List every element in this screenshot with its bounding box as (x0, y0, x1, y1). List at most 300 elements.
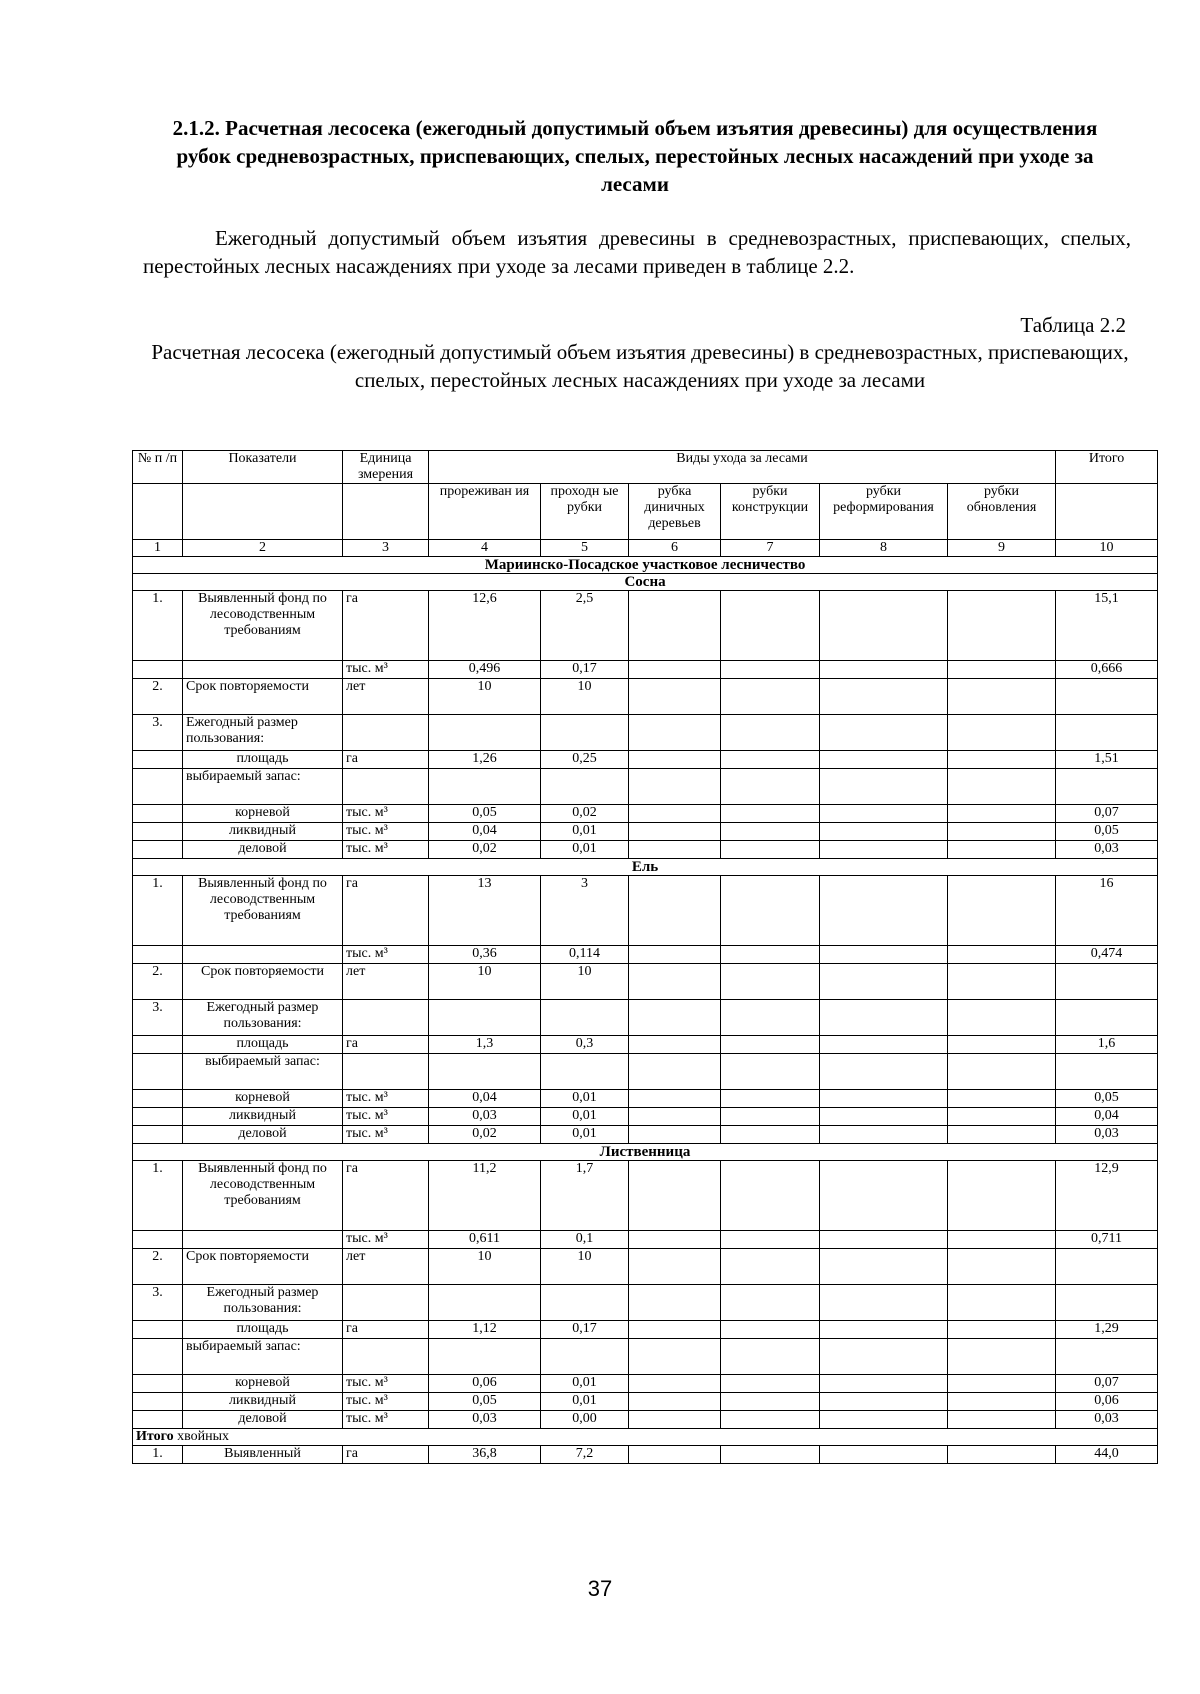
value-single-tree (629, 1339, 721, 1375)
row-unit (343, 1339, 429, 1375)
value-passage-cutting: 10 (541, 1249, 629, 1285)
value-passage-cutting: 10 (541, 679, 629, 715)
value-reconstruction (721, 946, 820, 964)
value-reconstruction (721, 715, 820, 751)
value-reformation (820, 1126, 948, 1144)
subheader-empty (183, 484, 343, 540)
row-indicator: Выявленный (183, 1446, 343, 1464)
table-row (133, 946, 1158, 964)
value-single-tree (629, 591, 721, 661)
value-reconstruction (721, 1108, 820, 1126)
row-number (133, 1375, 183, 1393)
value-passage-cutting: 0,114 (541, 946, 629, 964)
value-passage-cutting: 0,1 (541, 1231, 629, 1249)
value-reformation (820, 1411, 948, 1429)
value-total: 0,03 (1056, 1126, 1158, 1144)
value-single-tree (629, 1000, 721, 1036)
table-row (133, 1090, 1158, 1108)
value-renewal (948, 1108, 1056, 1126)
row-indicator: площадь (183, 1036, 343, 1054)
row-unit: лет (343, 1249, 429, 1285)
value-single-tree (629, 1446, 721, 1464)
value-total: 0,07 (1056, 805, 1158, 823)
header-total: Итого (1056, 451, 1158, 484)
value-single-tree (629, 1161, 721, 1231)
value-passage-cutting: 7,2 (541, 1446, 629, 1464)
value-passage-cutting (541, 715, 629, 751)
value-total: 1,6 (1056, 1036, 1158, 1054)
species-name: Лиственница (133, 1144, 1158, 1161)
row-indicator: ликвидный (183, 1108, 343, 1126)
value-single-tree (629, 1054, 721, 1090)
value-reconstruction (721, 1375, 820, 1393)
col-num: 1 (133, 540, 183, 557)
table-row (133, 1249, 1158, 1285)
value-thinning: 36,8 (429, 1446, 541, 1464)
table-row (133, 751, 1158, 769)
subheader-renewal: рубки обновления (948, 484, 1056, 540)
value-total: 0,05 (1056, 1090, 1158, 1108)
row-indicator: Срок повторяемости (183, 1249, 343, 1285)
row-unit: тыс. м³ (343, 661, 429, 679)
value-reconstruction (721, 805, 820, 823)
subheader-thinning: прореживан ия (429, 484, 541, 540)
value-reconstruction (721, 1321, 820, 1339)
value-renewal (948, 1126, 1056, 1144)
row-number (133, 946, 183, 964)
row-number (133, 1321, 183, 1339)
value-reconstruction (721, 1231, 820, 1249)
value-reconstruction (721, 964, 820, 1000)
value-renewal (948, 1231, 1056, 1249)
species-row (133, 1144, 1158, 1161)
value-renewal (948, 1393, 1056, 1411)
table-row (133, 1036, 1158, 1054)
row-unit: тыс. м³ (343, 823, 429, 841)
col-num: 8 (820, 540, 948, 557)
table-row (133, 841, 1158, 859)
table-row (133, 1000, 1158, 1036)
value-reformation (820, 1161, 948, 1231)
header-row (133, 451, 1158, 484)
page-number: 37 (587, 1576, 613, 1601)
subheader-reconstruction: рубки конструкции (721, 484, 820, 540)
row-indicator: деловой (183, 1126, 343, 1144)
value-single-tree (629, 769, 721, 805)
value-reconstruction (721, 1411, 820, 1429)
table-row (133, 1108, 1158, 1126)
value-reconstruction (721, 841, 820, 859)
value-reformation (820, 841, 948, 859)
value-single-tree (629, 1375, 721, 1393)
row-number (133, 661, 183, 679)
species-name: Сосна (133, 574, 1158, 591)
value-total (1056, 1285, 1158, 1321)
value-passage-cutting: 0,17 (541, 1321, 629, 1339)
value-renewal (948, 591, 1056, 661)
value-thinning: 0,04 (429, 823, 541, 841)
row-indicator: Выявленный фонд по лесоводственным требованиям (183, 876, 343, 946)
value-total: 0,04 (1056, 1108, 1158, 1126)
value-single-tree (629, 841, 721, 859)
row-unit: тыс. м³ (343, 1090, 429, 1108)
row-indicator: Срок повторяемости (183, 679, 343, 715)
value-renewal (948, 1000, 1056, 1036)
value-total (1056, 1054, 1158, 1090)
column-number-row (133, 540, 1158, 557)
row-unit: га (343, 876, 429, 946)
row-indicator: выбираемый запас: (183, 1339, 343, 1375)
value-total: 0,03 (1056, 841, 1158, 859)
value-reconstruction (721, 1285, 820, 1321)
subheader-empty (133, 484, 183, 540)
value-renewal (948, 805, 1056, 823)
table-caption: Расчетная лесосека (ежегодный допустимый объем изъятия древесины) в средневозрастных, приспевающих, спелых, перестойных лесных насаждениях при уходе за лесами (151, 340, 1129, 392)
value-reconstruction (721, 1393, 820, 1411)
value-renewal (948, 679, 1056, 715)
table-row (133, 679, 1158, 715)
row-indicator: деловой (183, 1411, 343, 1429)
row-indicator: Ежегодный размер пользования: (183, 1000, 343, 1036)
value-thinning: 1,26 (429, 751, 541, 769)
row-indicator: Срок повторяемости (183, 964, 343, 1000)
table-row (133, 1285, 1158, 1321)
value-thinning: 0,05 (429, 1393, 541, 1411)
row-number (133, 805, 183, 823)
value-reformation (820, 679, 948, 715)
value-reconstruction (721, 591, 820, 661)
value-single-tree (629, 964, 721, 1000)
value-reconstruction (721, 661, 820, 679)
value-reconstruction (721, 769, 820, 805)
value-reformation (820, 1090, 948, 1108)
col-num: 4 (429, 540, 541, 557)
value-reformation (820, 964, 948, 1000)
row-number: 1. (133, 1161, 183, 1231)
value-renewal (948, 876, 1056, 946)
value-renewal (948, 823, 1056, 841)
row-number (133, 769, 183, 805)
value-thinning: 1,3 (429, 1036, 541, 1054)
species-row (133, 574, 1158, 591)
row-indicator: ликвидный (183, 1393, 343, 1411)
value-reconstruction (721, 1446, 820, 1464)
value-reformation (820, 1285, 948, 1321)
value-passage-cutting (541, 1000, 629, 1036)
value-total (1056, 1339, 1158, 1375)
value-reconstruction (721, 1126, 820, 1144)
value-reformation (820, 1339, 948, 1375)
value-single-tree (629, 1231, 721, 1249)
row-unit: тыс. м³ (343, 1231, 429, 1249)
value-single-tree (629, 661, 721, 679)
col-num: 3 (343, 540, 429, 557)
value-reformation (820, 1393, 948, 1411)
value-reformation (820, 591, 948, 661)
value-thinning: 0,05 (429, 805, 541, 823)
row-number: 2. (133, 1249, 183, 1285)
row-unit: га (343, 751, 429, 769)
value-total: 1,29 (1056, 1321, 1158, 1339)
table-label: Таблица 2.2 (1020, 313, 1126, 337)
col-num: 2 (183, 540, 343, 557)
row-unit (343, 769, 429, 805)
value-total: 15,1 (1056, 591, 1158, 661)
value-renewal (948, 1161, 1056, 1231)
value-renewal (948, 1054, 1056, 1090)
value-total (1056, 715, 1158, 751)
table-row (133, 1446, 1158, 1464)
value-thinning (429, 1000, 541, 1036)
value-single-tree (629, 876, 721, 946)
table-row (133, 591, 1158, 661)
value-renewal (948, 1036, 1056, 1054)
row-indicator: Ежегодный размер пользования: (183, 715, 343, 751)
value-reconstruction (721, 1090, 820, 1108)
table-row (133, 1054, 1158, 1090)
value-reformation (820, 661, 948, 679)
value-single-tree (629, 1411, 721, 1429)
value-total: 0,474 (1056, 946, 1158, 964)
value-passage-cutting (541, 1285, 629, 1321)
value-reconstruction (721, 1339, 820, 1375)
table-row (133, 661, 1158, 679)
row-number: 1. (133, 591, 183, 661)
subheader-reformation: рубки реформирования (820, 484, 948, 540)
value-passage-cutting (541, 769, 629, 805)
species-row (133, 859, 1158, 876)
value-renewal (948, 769, 1056, 805)
value-total: 0,05 (1056, 823, 1158, 841)
forestry-row (133, 557, 1158, 574)
value-total: 0,666 (1056, 661, 1158, 679)
value-thinning: 0,611 (429, 1231, 541, 1249)
value-passage-cutting: 2,5 (541, 591, 629, 661)
value-renewal (948, 964, 1056, 1000)
value-passage-cutting: 0,17 (541, 661, 629, 679)
value-thinning: 0,02 (429, 841, 541, 859)
value-reformation (820, 1321, 948, 1339)
row-unit: лет (343, 679, 429, 715)
row-indicator (183, 661, 343, 679)
row-unit: тыс. м³ (343, 1411, 429, 1429)
table-row (133, 823, 1158, 841)
row-indicator: корневой (183, 1090, 343, 1108)
value-renewal (948, 1321, 1056, 1339)
value-renewal (948, 1090, 1056, 1108)
row-number (133, 751, 183, 769)
value-single-tree (629, 1285, 721, 1321)
value-total (1056, 679, 1158, 715)
value-passage-cutting: 0,01 (541, 1393, 629, 1411)
row-indicator: корневой (183, 1375, 343, 1393)
row-unit: лет (343, 964, 429, 1000)
subheader-single-tree: рубка диничных деревьев (629, 484, 721, 540)
table-row (133, 1339, 1158, 1375)
value-reformation (820, 1036, 948, 1054)
value-renewal (948, 751, 1056, 769)
value-total: 0,06 (1056, 1393, 1158, 1411)
value-renewal (948, 946, 1056, 964)
row-indicator: Выявленный фонд по лесоводственным требованиям (183, 591, 343, 661)
header-unit: Единица змерения (343, 451, 429, 484)
value-renewal (948, 715, 1056, 751)
value-reconstruction (721, 876, 820, 946)
total-label-rest: хвойных (173, 1429, 229, 1444)
value-passage-cutting (541, 1054, 629, 1090)
table-row (133, 1411, 1158, 1429)
row-indicator: площадь (183, 1321, 343, 1339)
value-thinning (429, 715, 541, 751)
value-thinning: 0,36 (429, 946, 541, 964)
row-number: 3. (133, 715, 183, 751)
value-renewal (948, 1411, 1056, 1429)
value-total: 44,0 (1056, 1446, 1158, 1464)
row-number (133, 1339, 183, 1375)
value-passage-cutting: 0,3 (541, 1036, 629, 1054)
row-unit (343, 1285, 429, 1321)
col-num: 9 (948, 540, 1056, 557)
row-number (133, 1036, 183, 1054)
value-thinning: 0,496 (429, 661, 541, 679)
row-indicator: Выявленный фонд по лесоводственным требованиям (183, 1161, 343, 1231)
row-number: 2. (133, 679, 183, 715)
value-renewal (948, 841, 1056, 859)
value-reformation (820, 1231, 948, 1249)
value-reformation (820, 823, 948, 841)
subheader-row (133, 484, 1158, 540)
value-reformation (820, 1446, 948, 1464)
row-unit (343, 1000, 429, 1036)
value-thinning: 1,12 (429, 1321, 541, 1339)
value-reconstruction (721, 1036, 820, 1054)
value-passage-cutting: 0,01 (541, 1108, 629, 1126)
row-unit: тыс. м³ (343, 805, 429, 823)
value-renewal (948, 1285, 1056, 1321)
table-row (133, 1321, 1158, 1339)
value-thinning (429, 1285, 541, 1321)
table-row (133, 876, 1158, 946)
value-thinning: 0,03 (429, 1108, 541, 1126)
row-number (133, 1090, 183, 1108)
value-reconstruction (721, 1054, 820, 1090)
value-passage-cutting: 0,01 (541, 1375, 629, 1393)
row-unit: тыс. м³ (343, 1108, 429, 1126)
value-single-tree (629, 946, 721, 964)
row-unit: тыс. м³ (343, 1375, 429, 1393)
value-reconstruction (721, 751, 820, 769)
value-passage-cutting: 0,02 (541, 805, 629, 823)
table-row (133, 1126, 1158, 1144)
row-unit (343, 715, 429, 751)
subheader-empty (343, 484, 429, 540)
table-row (133, 1231, 1158, 1249)
value-reformation (820, 1375, 948, 1393)
value-total (1056, 769, 1158, 805)
col-num: 5 (541, 540, 629, 557)
value-passage-cutting: 0,01 (541, 1090, 629, 1108)
value-thinning: 12,6 (429, 591, 541, 661)
row-number: 1. (133, 1446, 183, 1464)
header-num: № п /п (133, 451, 183, 484)
total-conifer-row (133, 1429, 1158, 1446)
value-total (1056, 964, 1158, 1000)
value-single-tree (629, 751, 721, 769)
table-row (133, 715, 1158, 751)
forestry-name: Мариинско-Посадское участковое лесничество (133, 557, 1158, 574)
row-indicator: деловой (183, 841, 343, 859)
allowable-cut-table (132, 450, 1158, 1464)
row-number (133, 841, 183, 859)
value-single-tree (629, 1393, 721, 1411)
row-number (133, 1393, 183, 1411)
table-row (133, 1393, 1158, 1411)
value-single-tree (629, 1036, 721, 1054)
value-reformation (820, 946, 948, 964)
value-reformation (820, 751, 948, 769)
row-unit (343, 1054, 429, 1090)
subheader-empty (1056, 484, 1158, 540)
row-unit: га (343, 591, 429, 661)
value-renewal (948, 661, 1056, 679)
value-thinning: 11,2 (429, 1161, 541, 1231)
row-number (133, 1054, 183, 1090)
value-single-tree (629, 679, 721, 715)
row-unit: тыс. м³ (343, 1393, 429, 1411)
value-renewal (948, 1375, 1056, 1393)
value-single-tree (629, 1108, 721, 1126)
value-passage-cutting: 10 (541, 964, 629, 1000)
value-total: 0,03 (1056, 1411, 1158, 1429)
value-passage-cutting: 0,01 (541, 1126, 629, 1144)
header-types: Виды ухода за лесами (429, 451, 1056, 484)
row-number (133, 1108, 183, 1126)
table-row (133, 805, 1158, 823)
value-reconstruction (721, 823, 820, 841)
value-thinning: 10 (429, 964, 541, 1000)
value-reformation (820, 1000, 948, 1036)
value-passage-cutting: 0,01 (541, 823, 629, 841)
value-thinning (429, 1339, 541, 1375)
value-single-tree (629, 1126, 721, 1144)
total-label-bold: Итого (136, 1429, 174, 1444)
row-number (133, 1126, 183, 1144)
value-reconstruction (721, 1000, 820, 1036)
row-indicator (183, 1231, 343, 1249)
table-row (133, 964, 1158, 1000)
value-thinning: 0,02 (429, 1126, 541, 1144)
value-total: 16 (1056, 876, 1158, 946)
row-indicator: выбираемый запас: (183, 769, 343, 805)
value-passage-cutting: 0,00 (541, 1411, 629, 1429)
table-row (133, 769, 1158, 805)
value-reformation (820, 876, 948, 946)
value-single-tree (629, 1249, 721, 1285)
total-conifer-label (133, 1429, 1158, 1446)
value-single-tree (629, 1090, 721, 1108)
row-indicator (183, 946, 343, 964)
value-total (1056, 1000, 1158, 1036)
value-single-tree (629, 1321, 721, 1339)
value-single-tree (629, 805, 721, 823)
section-heading: 2.1.2. Расчетная лесосека (ежегодный допустимый объем изъятия древесины) для осуществления рубок средневозрастных, приспевающих, спелых, перестойных лесных насаждений при уходе за лесами (172, 116, 1098, 196)
value-thinning: 13 (429, 876, 541, 946)
row-indicator: Ежегодный размер пользования: (183, 1285, 343, 1321)
row-unit: га (343, 1321, 429, 1339)
value-total (1056, 1249, 1158, 1285)
value-reconstruction (721, 1161, 820, 1231)
value-total: 0,07 (1056, 1375, 1158, 1393)
